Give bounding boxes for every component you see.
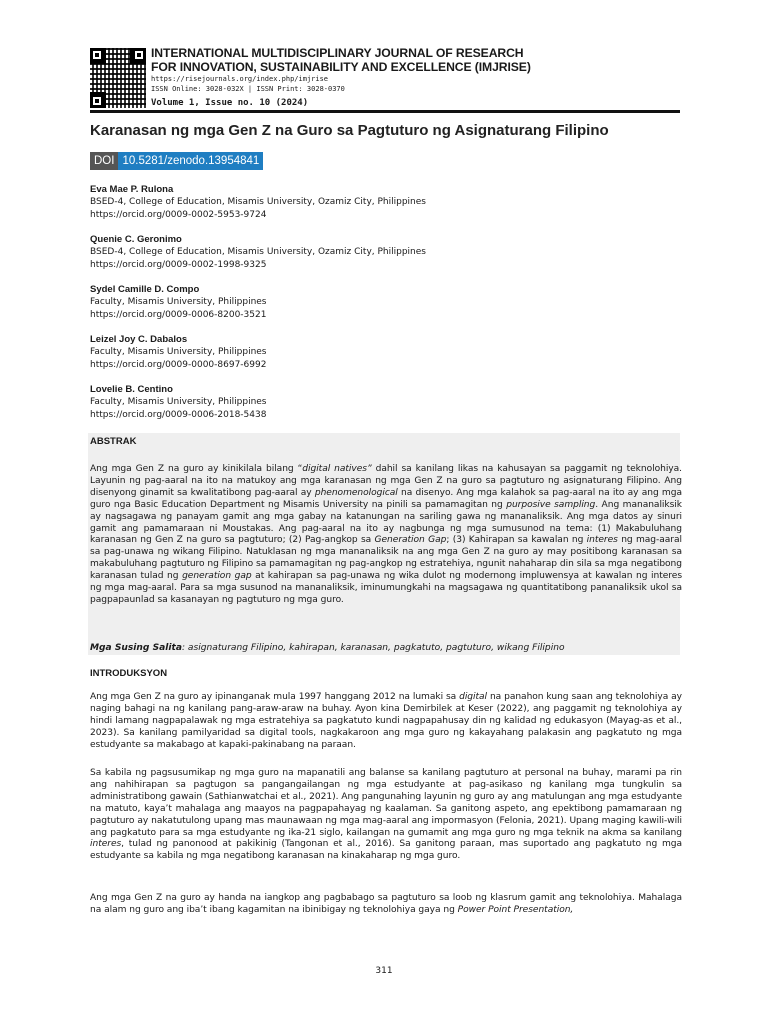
doi-value[interactable]: 10.5281/zenodo.13954841: [118, 152, 263, 170]
abstract-text: Ang mga Gen Z na guro ay kinikilala bilang “digital natives” dahil sa kanilang likas na kahusayan sa paggamit ng teknolohiya. Layunin ng pag-aaral na ito na matukoy ang mga karanasan ng mga Gen Z na guro sa pagtuturo ng asignaturang Filipino. Ang disenyong ginamit sa kwalitatibong pag-aaral ay phenomenological na disenyo. Ang mga kalahok sa pag-aaral na ito ay ang mga guro nga Basic Education Department ng Misamis University na pinili sa pamamagitan ng purposive sampling. Ang mananaliksik ay nagsagawa ng panayam gamit ang mga gabay na katanungan na sariling gawa ng mananaliksik. Ang mga datos ay sinuri gamit ang pamamaraan ni Moustakas. Ang pag-aaral na ito ay nagbunga ng mga sumusunod na tema: (1) Makabuluhang karanasan ng Gen Z na guro sa pagtuturo; (2) Pag-angkop sa Generation Gap; (3) Kahirapan sa kawalan ng interes ng mag-aaral sa pag-unawa ng wikang Filipino. Natuklasan ng mga mananaliksik na ang mga Gen Z na guro ay may positibong karanasan sa makabuluhang pagtuturo ng Filipino sa pamamagitan ng pag-angkop ng estratehiya, ngunit nahaharap din sila sa mga negatibong karanasan tulad ng generation gap at kahirapan sa pag-unawa ng wika dulot ng modernong impluwensya at kawalan ng interes ng mga mag-aaral. Para sa mga susunod na mananaliksik, iminumungkahi na magsagawa ng quantitatibong pananaliksik ukol sa pagpapaunlad sa kasanayan ng pagtuturo ng mga guro.: [90, 464, 683, 605]
author-name: Quenie C. Geronimo: [90, 234, 182, 245]
author-list: [90, 183, 680, 433]
author-block: [90, 183, 680, 233]
author-orcid-link[interactable]: https://orcid.org/0009-0000-8697-6992: [90, 359, 267, 370]
intro-paragraph-1: Ang mga Gen Z na guro ay ipinanganak mula 1997 hanggang 2012 na lumaki sa digital na panahon kung saan ang teknolohiya ay naging bahagi na ng kanilang pang-araw-araw na buhay. Ayon kina Demirbilek at Keser (2022), ang paggamit ng teknolohiya ay hindi lamang nagpapalawak ng mga estratehiya sa pagkatuto kundi nagpapahusay din ng kalidad ng edukasyon (Mayag-as et al., 2023). Sa kanilang pamilyaridad sa digital tools, nagkakaroon ang mga guro ng kakayahang palakasin ang pagkatuto ng mga estudyante sa makabago at kapaki-pakinabang na paraan.: [90, 692, 682, 750]
doi-label: DOI: [90, 152, 118, 170]
page-number: 311: [375, 966, 393, 976]
journal-issn: ISSN Online: 3028-032X | ISSN Print: 3028-0370: [151, 85, 345, 93]
author-block: [90, 383, 680, 433]
journal-url[interactable]: https://risejournals.org/index.php/imjrise: [151, 75, 329, 83]
intro-heading: INTRODUKSYON: [90, 668, 168, 679]
intro-paragraph-3: Ang mga Gen Z na guro ay handa na iangkop ang pagbabago sa pagtuturo sa loob ng klasrum gamit ang teknolohiya. Mahalaga na alam ng guro ang iba’t ibang kagamitan na ibinibigay ng teknolohiya gaya ng Power Point Presentation,: [90, 893, 682, 915]
article-title: Karanasan ng mga Gen Z na Guro sa Pagtuturo ng Asignaturang Filipino: [90, 122, 609, 139]
author-orcid-link[interactable]: https://orcid.org/0009-0006-2018-5438: [90, 409, 267, 420]
keywords: [90, 642, 682, 654]
header-divider: [90, 110, 680, 113]
journal-issue: Volume 1, Issue no. 10 (2024): [151, 98, 309, 108]
author-affiliation: Faculty, Misamis University, Philippines: [90, 297, 267, 307]
author-name: Leizel Joy C. Dabalos: [90, 334, 188, 345]
abstract-heading: ABSTRAK: [90, 436, 137, 447]
author-affiliation: Faculty, Misamis University, Philippines: [90, 397, 267, 407]
author-orcid-link[interactable]: https://orcid.org/0009-0006-8200-3521: [90, 309, 267, 320]
author-block: [90, 333, 680, 383]
author-block: [90, 283, 680, 333]
author-block: [90, 233, 680, 283]
keywords-text: : asignaturang Filipino, kahirapan, karanasan, pagkatuto, pagtuturo, wikang Filipino: [181, 643, 565, 653]
author-name: Eva Mae P. Rulona: [90, 184, 174, 195]
keywords-label: Mga Susing Salita: [90, 643, 182, 653]
qr-code-icon: [90, 48, 146, 108]
author-affiliation: Faculty, Misamis University, Philippines: [90, 347, 267, 357]
doi-badge[interactable]: [90, 152, 263, 170]
author-affiliation: BSED-4, College of Education, Misamis University, Ozamiz City, Philippines: [90, 197, 426, 207]
journal-title-line1: INTERNATIONAL MULTIDISCIPLINARY JOURNAL OF RESEARCH: [151, 46, 524, 60]
author-orcid-link[interactable]: https://orcid.org/0009-0002-5953-9724: [90, 209, 267, 220]
author-name: Lovelie B. Centino: [90, 384, 173, 395]
author-affiliation: BSED-4, College of Education, Misamis University, Ozamiz City, Philippines: [90, 247, 426, 257]
intro-paragraph-2: Sa kabila ng pagsusumikap ng mga guro na mapanatili ang balanse sa kanilang pagtuturo at personal na buhay, marami pa rin ang nahihirapan sa pagtugon sa pangangailangan ng mga estudyante at pag-asikaso ng kanilang mga tungkulin sa administratibong gawain (Sathianwatchai et al., 2021). Ang pangunahing layunin ng guro ay ang matulungan ang mga estudyante na matuto, kaya’t mahalaga ang maayos na pagpapahayag ng kaalaman. Sa ganitong aspeto, ang epektibong pamamaraan ng pagtuturo ay nakatutulong upang mas maunawaan ng mga mag-aaral ang impormasyon (Felonia, 2021). Upang maging kawili-wili ang pagkatuto para sa mga estudyante ng ika-21 siglo, kailangan na gumamit ang mga guro ng mga teknik na akma sa kanilang interes, tulad ng panonood at pakikinig (Tangonan et al., 2016). Sa ganitong paraan, mas suportado ang pagkatuto ng mga estudyante sa kabila ng mga negatibong karanasan na kinakaharap ng mga guro.: [90, 768, 682, 862]
author-name: Sydel Camille D. Compo: [90, 284, 200, 295]
journal-title-line2: FOR INNOVATION, SUSTAINABILITY AND EXCELLENCE (IMJRISE): [151, 59, 531, 74]
author-orcid-link[interactable]: https://orcid.org/0009-0002-1998-9325: [90, 259, 267, 270]
journal-header: [90, 46, 680, 110]
